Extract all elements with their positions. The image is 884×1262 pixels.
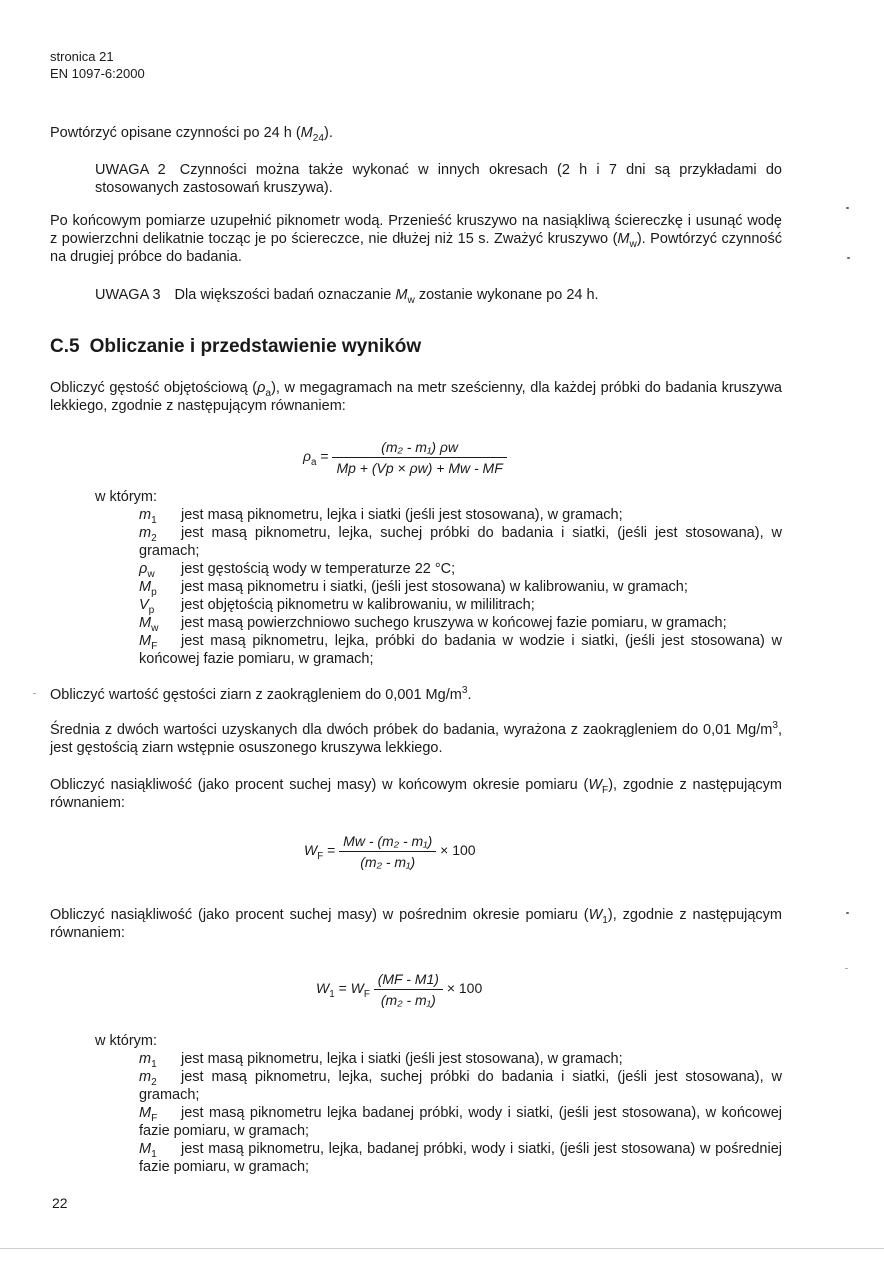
paragraph-final-measurement: Po końcowym pomiarze uzupełnić piknometr wodą. Przenieść kruszywo na nasiąkliwą ściereczkę i usunąć wodę z powierzchni delikatnie tocząc je po ściereczce, nie dłużej niż 15 s. Zważyć kruszywo $(M_w)$. Powtórzyć czynność na drugiej próbce do badania. [50,213,782,265]
note-3: UWAGA 3 Dla większości badań oznaczanie $M_w$ zostanie wykonane po 24 h. [95,287,599,306]
definition-item: $\rho_w$ jest gęstością wody w temperaturze 22 °C; [139,561,456,580]
where-label: w którym: [95,489,158,505]
denominator: (m₂ - m₁) [360,854,416,870]
note-2 [95,161,782,197]
definition-item: $M_1$ jest masą piknometru, lejka, badanej próbki, wody i siatki, (jeśli jest stosowana) w pośredniej fazie pomiaru, w gramach; [139,1141,782,1175]
numerator: Mw - (m₂ - m₁) [339,832,436,852]
paragraph-mean: Średnia z dwóch wartości uzyskanych dla dwóch próbek do badania, wyrażona z zaokrągleniem do 0,01 $Mg/m^3$, jest gęstością ziarn wstępnie osuszonego kruszywa lekkiego. [50,720,782,756]
page-label: stronica 21 [50,49,114,64]
definition-list-1 [139,506,782,668]
definition-item: $M_F$ jest masą piknometru, lejka, próbki do badania w wodzie i siatki, (jeśli jest stosowana) w końcowej fazie pomiaru, w gramach; [139,633,782,667]
denominator: Mp + (Vp × ρw) + Mw - MF [336,460,503,476]
section-number: C.5 [50,336,80,357]
definition-item: $V_p$ jest objętością piknometru w kalibrowaniu, w mililitrach; [139,597,535,616]
denominator: (m₂ - m₁) [380,992,436,1008]
definition-item: $m_1$ jest masą piknometru, lejka i siatki (jeśli jest stosowana), w gramach; [139,1051,623,1070]
page-header [50,48,145,82]
numerator: (MF - M1) [374,970,443,990]
section-title: Obliczanie i przedstawienie wyników [89,336,422,357]
standard-code: EN 1097-6:2000 [50,66,145,81]
equation-absorption-intermediate: $W_1 = W_F$ $\frac{(MF - M1)}{\text{(m₂ - m₁)}}$ × 100 [316,971,483,1008]
equation-absorption-final: $W_F$ = $\frac{\text{Mw - (m₂ - m₁)}}{\text{(m₂ - m₁)}}$ × 100 [304,833,476,870]
scan-speck [847,257,850,259]
definition-item: $M_F$ jest masą piknometru lejka badanej próbki, wody i siatki, (jeśli jest stosowana), w końcowej fazie pomiaru, w gramach; [139,1105,782,1139]
definition-item: $M_p$ jest masą piknometru i siatki, (jeśli jest stosowana) w kalibrowaniu, w gramach; [139,579,688,598]
scan-speck [845,968,848,969]
equation-density: $\rho_a$ = $\frac{\text{(m₂ - m₁) ρw}}{Mp + (Vp \times \rho w) + Mw - MF}$ [303,438,507,477]
fraction [332,438,506,477]
where-label: w którym: [95,1033,158,1049]
note-label: UWAGA 3 [95,287,161,303]
scan-speck [33,693,36,694]
fraction [374,970,443,1009]
definition-item: $M_w$ jest masą powierzchniowo suchego kruszywa w końcowej fazie pomiaru, w gramach; [139,615,727,634]
paragraph-rounding: Obliczyć wartość gęstości ziarn z zaokrągleniem do 0,001 $Mg/m^3$. [50,685,472,703]
paragraph-density: Obliczyć gęstość objętościową $(\rho_a)$, w megagramach na metr sześcienny, dla każdej próbki do badania kruszywa lekkiego, zgodnie z następującym równaniem: [50,380,783,414]
section-heading [50,338,421,356]
scan-speck [846,207,849,209]
definition-item: $m_2$ jest masą piknometru, lejka, suchej próbki do badania i siatki, (jeśli jest stosowana), w gramach; [139,525,782,559]
fraction [339,832,436,871]
paragraph-absorption-final: Obliczyć nasiąkliwość (jako procent suchej masy) w końcowym okresie pomiaru $(W_F)$, zgodnie z następującym równaniem: [50,777,782,811]
scan-edge-line [0,1248,884,1249]
definition-item: $m_2$ jest masą piknometru, lejka, suchej próbki do badania i siatki, (jeśli jest stosowana), w gramach; [139,1069,782,1103]
definition-item: $m_1$ jest masą piknometru, lejka i siatki (jeśli jest stosowana), w gramach; [139,507,623,526]
paragraph-absorption-intermediate: Obliczyć nasiąkliwość (jako procent suchej masy) w pośrednim okresie pomiaru $(W_1)$, zgodnie z następującym równaniem: [50,907,782,941]
paragraph-repeat: Powtórzyć opisane czynności po 24 h $(M_{24})$. [50,125,333,144]
scan-speck [846,912,849,914]
page-number: 22 [52,1195,68,1211]
note-label: UWAGA 2 [95,162,166,178]
numerator: (m₂ - m₁) ρw [332,438,506,458]
definition-list-2 [139,1050,782,1176]
note-text: Czynności można także wykonać w innych okresach (2 h i 7 dni są przykładami do stosowanych zastosowań kruszywa). [95,162,782,196]
